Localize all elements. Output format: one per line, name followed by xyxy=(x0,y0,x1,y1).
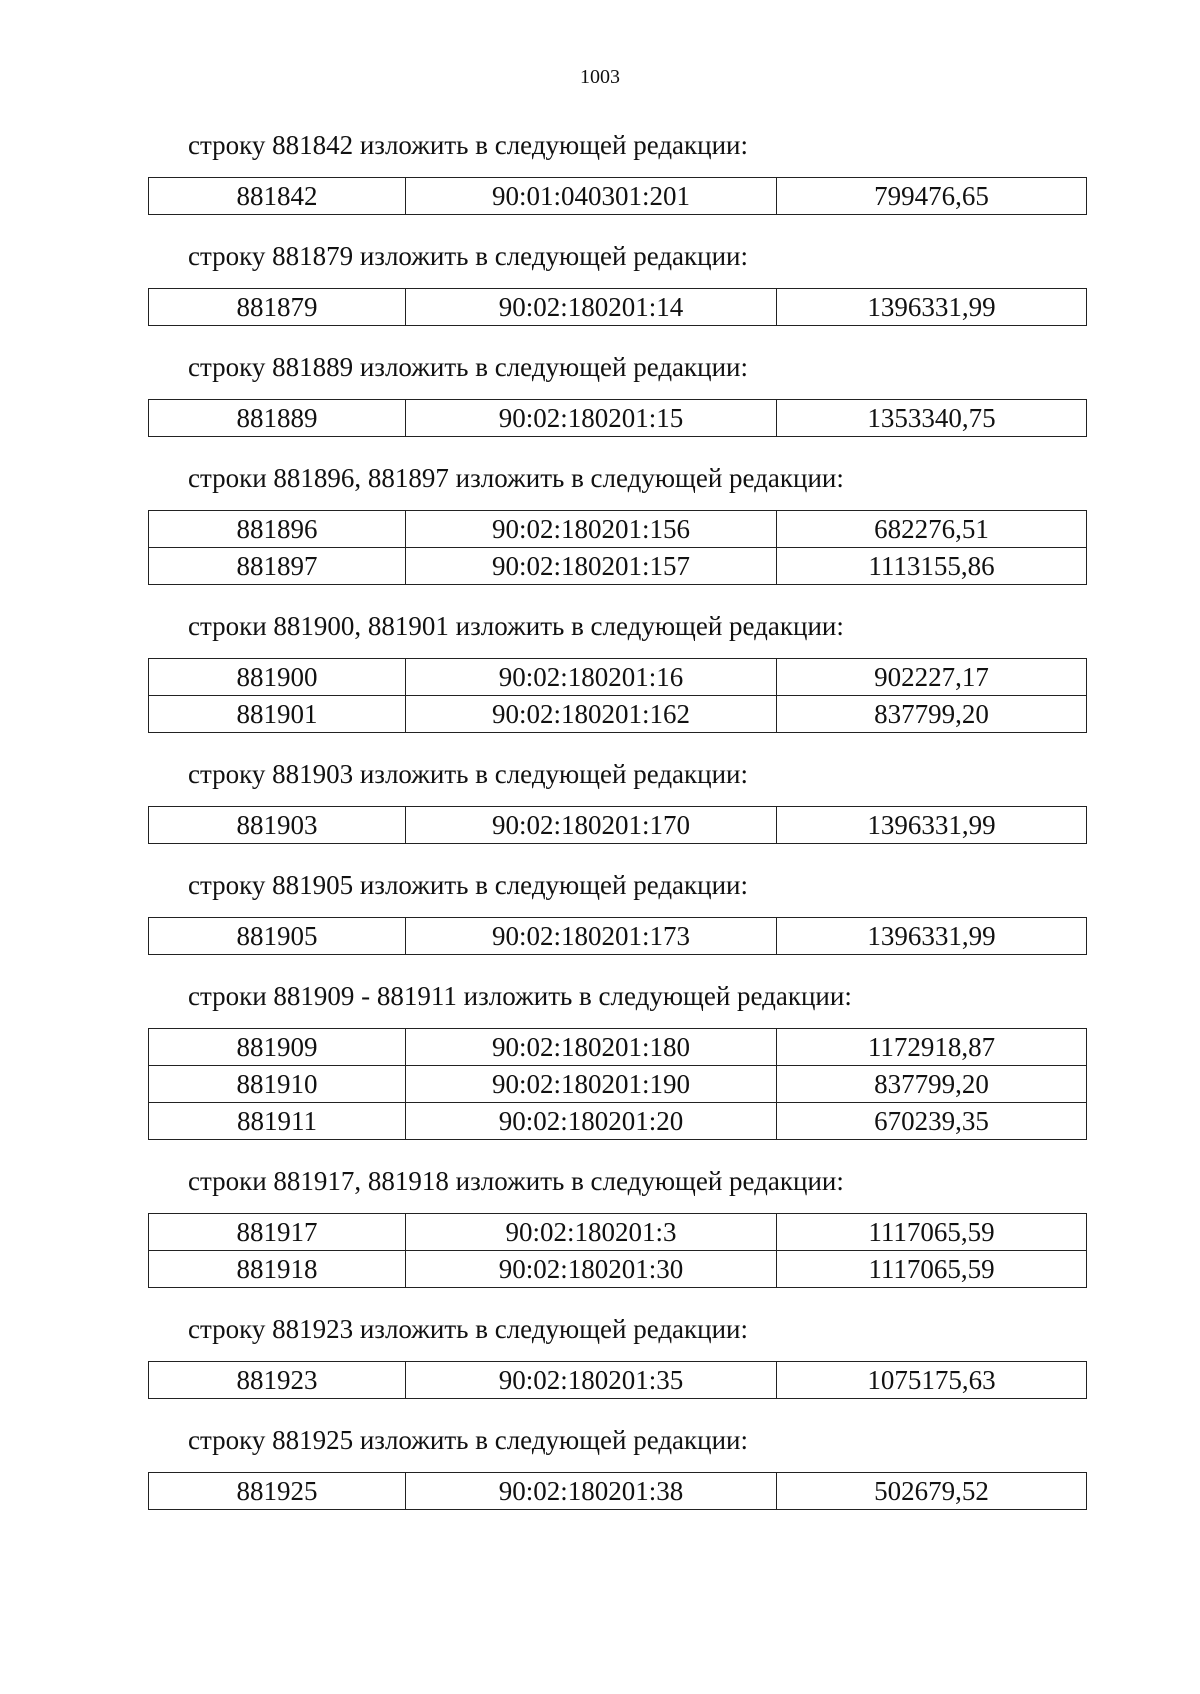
table-row xyxy=(149,1029,1087,1066)
amendment-table xyxy=(148,510,1087,585)
row-number-cell: 881925 xyxy=(149,1473,406,1510)
table-row xyxy=(149,1214,1087,1251)
row-number-cell: 881889 xyxy=(149,400,406,437)
amendment-block xyxy=(148,1164,1086,1288)
amendment-table xyxy=(148,917,1087,955)
amendment-heading: строки 881900, 881901 изложить в следующей редакции: xyxy=(188,611,844,641)
amendment-heading: строку 881903 изложить в следующей редакции: xyxy=(188,759,749,789)
cadastral-value-cell: 682276,51 xyxy=(777,511,1087,548)
table-row xyxy=(149,289,1087,326)
amendment-table xyxy=(148,1361,1087,1399)
amendment-table xyxy=(148,1472,1087,1510)
cadastral-value-cell: 837799,20 xyxy=(777,1066,1087,1103)
table-row xyxy=(149,511,1087,548)
cadastral-value-cell: 1396331,99 xyxy=(777,289,1087,326)
cadastral-number-cell: 90:02:180201:15 xyxy=(406,400,777,437)
cadastral-number-cell: 90:02:180201:30 xyxy=(406,1251,777,1288)
row-number-cell: 881896 xyxy=(149,511,406,548)
table-row xyxy=(149,807,1087,844)
table-row xyxy=(149,1473,1087,1510)
table-row xyxy=(149,1066,1087,1103)
cadastral-number-cell: 90:02:180201:156 xyxy=(406,511,777,548)
amendment-table xyxy=(148,1213,1087,1288)
amendment-block xyxy=(148,239,1086,326)
cadastral-number-cell: 90:02:180201:173 xyxy=(406,918,777,955)
row-number-cell: 881918 xyxy=(149,1251,406,1288)
amendment-heading: строку 881925 изложить в следующей редакции: xyxy=(188,1425,749,1455)
amendment-heading: строку 881889 изложить в следующей редакции: xyxy=(188,352,749,382)
cadastral-number-cell: 90:02:180201:20 xyxy=(406,1103,777,1140)
amendment-block xyxy=(148,461,1086,585)
cadastral-value-cell: 1353340,75 xyxy=(777,400,1087,437)
amendment-table xyxy=(148,1028,1087,1140)
row-number-cell: 881910 xyxy=(149,1066,406,1103)
amendment-block xyxy=(148,1312,1086,1399)
amendment-block xyxy=(148,1423,1086,1510)
cadastral-value-cell: 1396331,99 xyxy=(777,807,1087,844)
amendment-table xyxy=(148,658,1087,733)
row-number-cell: 881900 xyxy=(149,659,406,696)
cadastral-number-cell: 90:02:180201:190 xyxy=(406,1066,777,1103)
amendment-table xyxy=(148,399,1087,437)
cadastral-number-cell: 90:02:180201:170 xyxy=(406,807,777,844)
cadastral-value-cell: 1117065,59 xyxy=(777,1251,1087,1288)
cadastral-number-cell: 90:02:180201:3 xyxy=(406,1214,777,1251)
amendment-table xyxy=(148,806,1087,844)
table-row xyxy=(149,696,1087,733)
cadastral-number-cell: 90:02:180201:157 xyxy=(406,548,777,585)
cadastral-value-cell: 1117065,59 xyxy=(777,1214,1087,1251)
cadastral-value-cell: 837799,20 xyxy=(777,696,1087,733)
row-number-cell: 881905 xyxy=(149,918,406,955)
amendment-table xyxy=(148,177,1087,215)
amendment-block xyxy=(148,868,1086,955)
cadastral-value-cell: 1075175,63 xyxy=(777,1362,1087,1399)
table-row xyxy=(149,659,1087,696)
row-number-cell: 881923 xyxy=(149,1362,406,1399)
amendment-heading: строку 881923 изложить в следующей редакции: xyxy=(188,1314,749,1344)
row-number-cell: 881879 xyxy=(149,289,406,326)
table-row xyxy=(149,1251,1087,1288)
amendment-block xyxy=(148,609,1086,733)
table-row xyxy=(149,1103,1087,1140)
cadastral-number-cell: 90:01:040301:201 xyxy=(406,178,777,215)
amendment-block xyxy=(148,979,1086,1140)
cadastral-value-cell: 502679,52 xyxy=(777,1473,1087,1510)
cadastral-value-cell: 1172918,87 xyxy=(777,1029,1087,1066)
amendment-heading: строку 881879 изложить в следующей редакции: xyxy=(188,241,749,271)
amendment-block xyxy=(148,350,1086,437)
table-row xyxy=(149,548,1087,585)
row-number-cell: 881897 xyxy=(149,548,406,585)
cadastral-value-cell: 799476,65 xyxy=(777,178,1087,215)
amendment-block xyxy=(148,757,1086,844)
amendment-heading: строки 881896, 881897 изложить в следующей редакции: xyxy=(188,463,844,493)
page-number: 1003 xyxy=(580,66,620,88)
document-body xyxy=(148,128,1086,1534)
cadastral-number-cell: 90:02:180201:162 xyxy=(406,696,777,733)
row-number-cell: 881917 xyxy=(149,1214,406,1251)
cadastral-number-cell: 90:02:180201:14 xyxy=(406,289,777,326)
row-number-cell: 881911 xyxy=(149,1103,406,1140)
cadastral-number-cell: 90:02:180201:16 xyxy=(406,659,777,696)
amendment-heading: строку 881905 изложить в следующей редакции: xyxy=(188,870,749,900)
cadastral-number-cell: 90:02:180201:35 xyxy=(406,1362,777,1399)
amendment-heading: строку 881842 изложить в следующей редакции: xyxy=(188,130,749,160)
amendment-heading: строки 881909 - 881911 изложить в следующей редакции: xyxy=(188,981,852,1011)
cadastral-number-cell: 90:02:180201:180 xyxy=(406,1029,777,1066)
cadastral-value-cell: 1113155,86 xyxy=(777,548,1087,585)
row-number-cell: 881901 xyxy=(149,696,406,733)
table-row xyxy=(149,1362,1087,1399)
cadastral-value-cell: 670239,35 xyxy=(777,1103,1087,1140)
cadastral-value-cell: 902227,17 xyxy=(777,659,1087,696)
amendment-heading: строки 881917, 881918 изложить в следующей редакции: xyxy=(188,1166,844,1196)
cadastral-number-cell: 90:02:180201:38 xyxy=(406,1473,777,1510)
amendment-table xyxy=(148,288,1087,326)
amendment-block xyxy=(148,128,1086,215)
table-row xyxy=(149,178,1087,215)
table-row xyxy=(149,918,1087,955)
table-row xyxy=(149,400,1087,437)
row-number-cell: 881909 xyxy=(149,1029,406,1066)
cadastral-value-cell: 1396331,99 xyxy=(777,918,1087,955)
row-number-cell: 881842 xyxy=(149,178,406,215)
row-number-cell: 881903 xyxy=(149,807,406,844)
